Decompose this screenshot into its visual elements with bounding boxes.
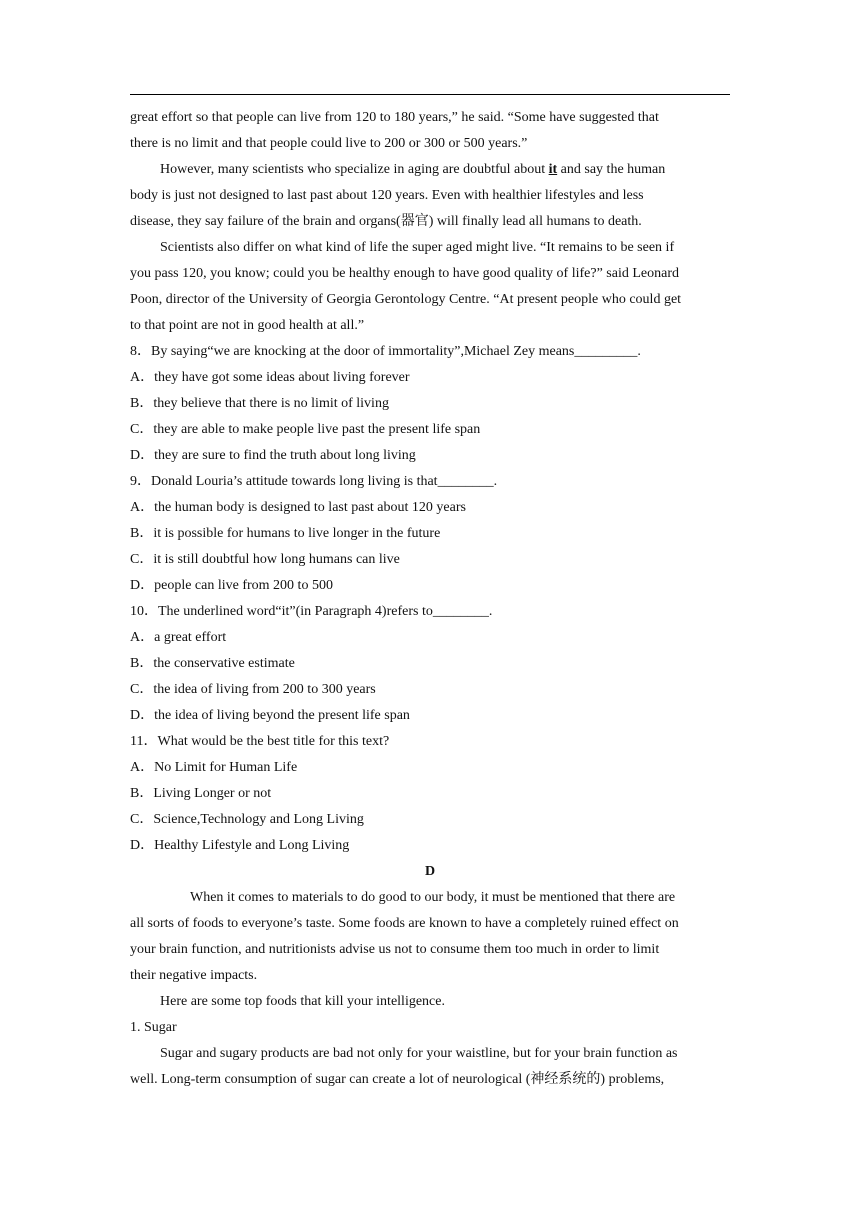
question-stem: 11．What would be the best title for this text? — [130, 734, 390, 749]
answer-option: B．they believe that there is no limit of living — [130, 396, 389, 411]
question-stem: 10．The underlined word“it”(in Paragraph 4)refers to________. — [130, 604, 493, 619]
answer-option: B．it is possible for humans to live longer in the future — [130, 526, 441, 541]
paragraph-line: to that point are not in good health at all.” — [130, 318, 365, 333]
document-content — [130, 105, 730, 1093]
paragraph-line: Sugar and sugary products are bad not only for your waistline, but for your brain function as — [160, 1046, 678, 1061]
question-stem: 8．By saying“we are knocking at the door of immortality”,Michael Zey means_________. — [130, 344, 641, 359]
answer-option: C．it is still doubtful how long humans can live — [130, 552, 400, 567]
paragraph-line: your brain function, and nutritionists advise us not to consume them too much in order to limit — [130, 942, 660, 957]
paragraph-line: you pass 120, you know; could you be healthy enough to have good quality of life?” said Leonard — [130, 266, 679, 281]
answer-option: B．Living Longer or not — [130, 786, 272, 801]
paragraph-line: all sorts of foods to everyone’s taste. Some foods are known to have a completely ruined effect on — [130, 916, 679, 931]
question-stem: 9．Donald Louria’s attitude towards long living is that________. — [130, 474, 498, 489]
answer-option: A．a great effort — [130, 630, 227, 645]
paragraph-line: Scientists also differ on what kind of life the super aged might live. “It remains to be seen if — [160, 240, 675, 255]
text-run: However, many scientists who specialize in aging are doubtful about — [160, 162, 549, 177]
paragraph-line: well. Long-term consumption of sugar can create a lot of neurological (神经系统的) problems, — [130, 1072, 665, 1087]
section-heading: D — [424, 864, 436, 879]
paragraph-line: Here are some top foods that kill your intelligence. — [160, 994, 445, 1009]
paragraph-line: great effort so that people can live from 120 to 180 years,” he said. “Some have suggested that — [130, 110, 659, 125]
paragraph-line: Poon, director of the University of Georgia Gerontology Centre. “At present people who could get — [130, 292, 682, 307]
answer-option: C．the idea of living from 200 to 300 years — [130, 682, 376, 697]
paragraph-line — [130, 157, 730, 183]
paragraph-line: disease, they say failure of the brain and organs(器官) will finally lead all humans to death. — [130, 214, 642, 229]
answer-option: D．they are sure to find the truth about long living — [130, 448, 416, 463]
answer-option: A．the human body is designed to last past about 120 years — [130, 500, 466, 515]
answer-option: A．No Limit for Human Life — [130, 760, 298, 775]
answer-option: A．they have got some ideas about living forever — [130, 370, 410, 385]
paragraph-line: their negative impacts. — [130, 968, 258, 983]
answer-option: D．Healthy Lifestyle and Long Living — [130, 838, 350, 853]
underlined-word: it — [548, 162, 558, 177]
answer-option: C．Science,Technology and Long Living — [130, 812, 364, 827]
answer-option: C．they are able to make people live past the present life span — [130, 422, 481, 437]
paragraph-line: there is no limit and that people could live to 200 or 300 or 500 years.” — [130, 136, 528, 151]
text-run: and say the human — [557, 162, 666, 177]
item-title: 1. Sugar — [130, 1020, 177, 1035]
header-rule — [130, 94, 730, 95]
answer-option: D．people can live from 200 to 500 — [130, 578, 333, 593]
answer-option: B．the conservative estimate — [130, 656, 295, 671]
paragraph-line: body is just not designed to last past about 120 years. Even with healthier lifestyles and less — [130, 188, 644, 203]
answer-option: D．the idea of living beyond the present life span — [130, 708, 410, 723]
paragraph-line: When it comes to materials to do good to our body, it must be mentioned that there are — [190, 890, 676, 905]
